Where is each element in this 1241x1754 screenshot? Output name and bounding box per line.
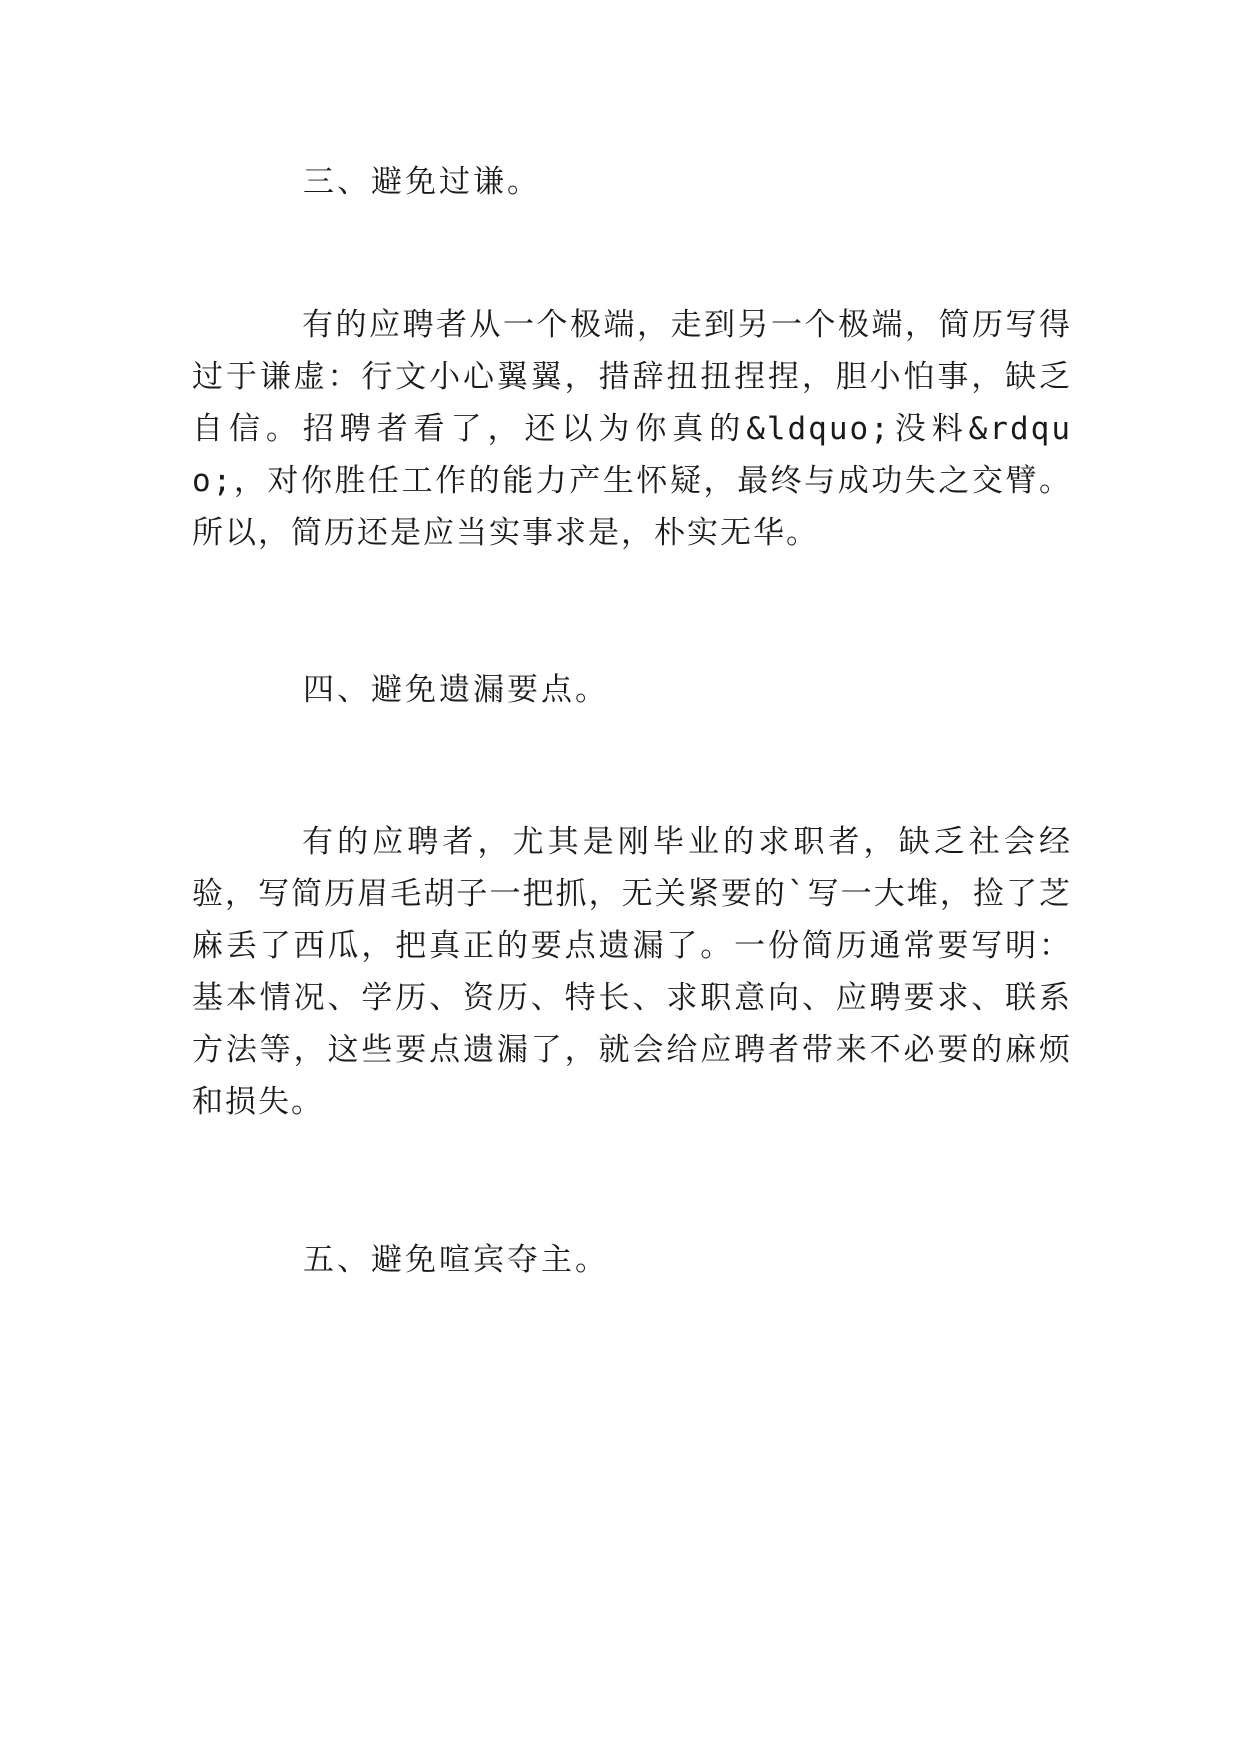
section-heading-4: 四、避免遗漏要点。 — [303, 672, 609, 708]
section-heading-5: 五、避免喧宾夺主。 — [303, 1242, 609, 1278]
section-paragraph-3: 有的应聘者从一个极端，走到另一个极端，简历写得过于谦虚：行文小心翼翼，措辞扭扭捏捏，胆小怕事，缺乏自信。招聘者看了，还以为你真的&ldquo;没料&rdquo;，对你胜任工作的能力产生怀疑，最终与成功失之交臂。所以，简历还是应当实事求是，朴实无华。 — [192, 307, 1072, 551]
section-heading-3: 三、避免过谦。 — [303, 164, 541, 200]
section-paragraph-4: 有的应聘者，尤其是刚毕业的求职者，缺乏社会经验，写简历眉毛胡子一把抓，无关紧要的`写一大堆，捡了芝麻丢了西瓜，把真正的要点遗漏了。一份简历通常要写明：基本情况、学历、资历、特长、求职意向、应聘要求、联系方法等，这些要点遗漏了，就会给应聘者带来不必要的麻烦和损失。 — [192, 824, 1072, 1120]
